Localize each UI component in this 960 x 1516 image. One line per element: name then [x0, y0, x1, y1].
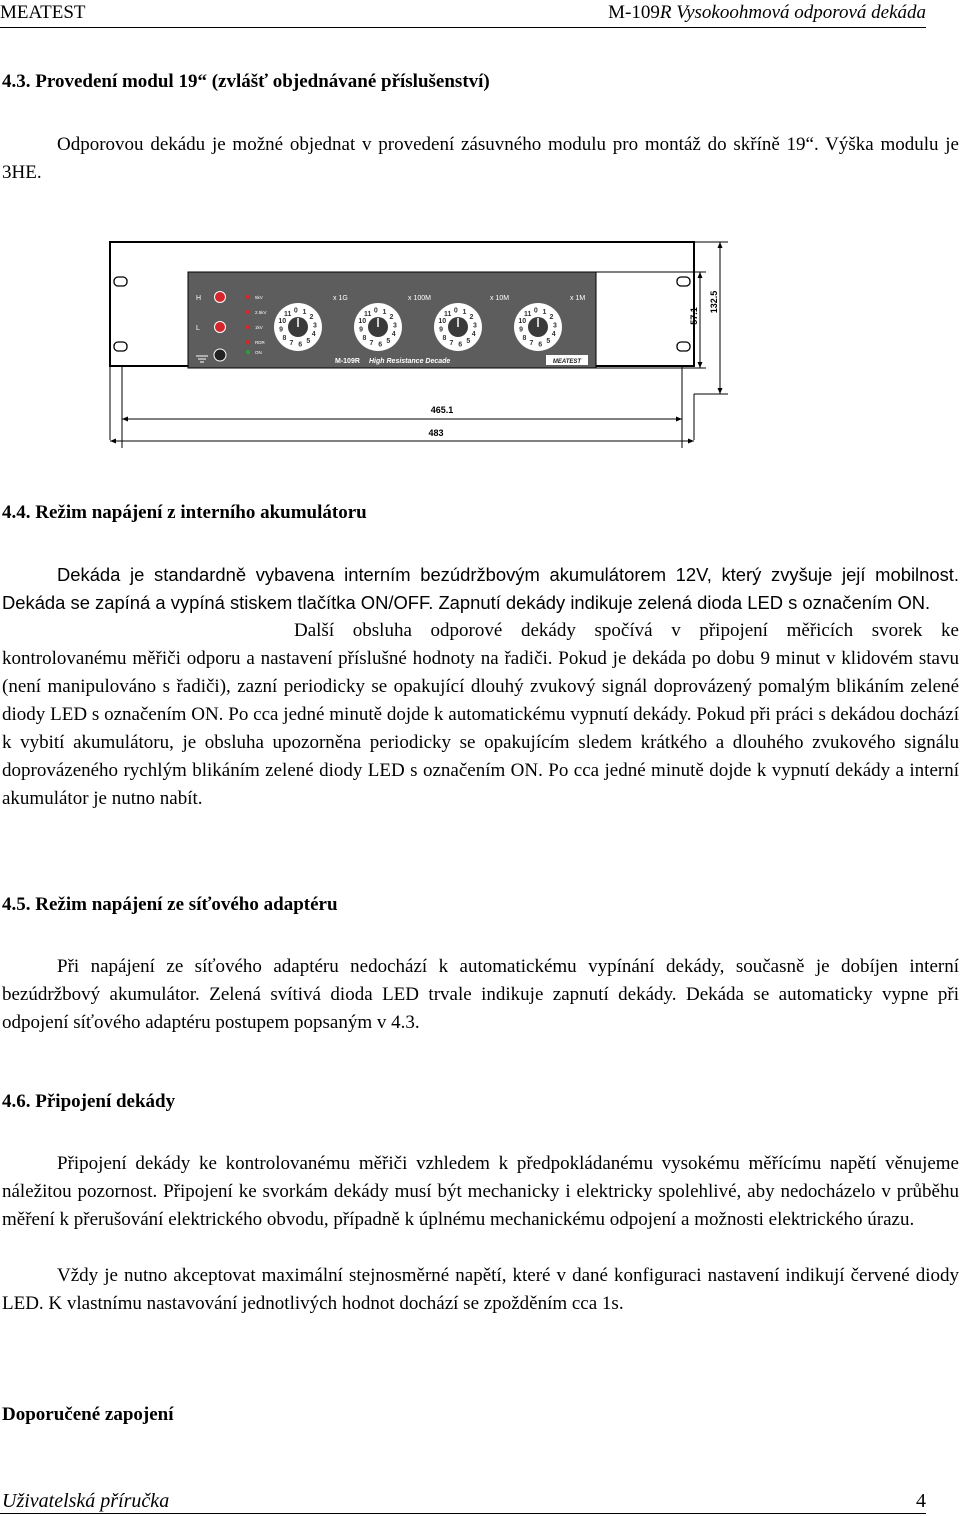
dim-width-lines [110, 366, 694, 448]
header-rule [0, 27, 926, 28]
header-company: MEATEST [0, 2, 86, 23]
model-description: High Resistance Decade [369, 358, 451, 365]
dial-digit: 8 [522, 334, 527, 342]
dial-digit: 1 [382, 308, 387, 316]
dial-digit: 7 [529, 340, 534, 348]
model-number: M-109R [335, 358, 360, 365]
dial-digit: 11 [283, 311, 292, 318]
dial-digit: 6 [538, 341, 543, 349]
dial-digit: 0 [293, 307, 298, 315]
para-4-4-a: Dekáda je standardně vybavena interním bezúdržbovým akumulátorem 12V, který zvyšuje její mobilnost. Dekáda se zapíná a vypíná stiskem tlačítka ON/OFF. Zapnutí dekády indikuje zelená dioda LED s označením ON. [2, 564, 959, 613]
led-1kv [246, 325, 250, 329]
dial-digit: 4 [311, 331, 316, 338]
dial-digit: 8 [362, 334, 367, 342]
dial-digit: 5 [546, 338, 551, 345]
dial-digit: 7 [369, 340, 374, 348]
led-label-on: ON [255, 350, 262, 355]
led-label-1kv: 1kV [255, 325, 263, 330]
dim-height-outer: 132.5 [709, 290, 719, 314]
footer-rule [0, 1513, 926, 1514]
decade-dial [514, 303, 562, 351]
dial-digit: 8 [282, 334, 287, 342]
dial-digit: 4 [471, 331, 476, 338]
led-rdr [246, 340, 250, 344]
decade-dial [354, 303, 402, 351]
para-4-4-b [2, 617, 959, 813]
dial-digit: 11 [363, 311, 372, 318]
heading-4-6: 4.6. Připojení dekády [2, 1091, 176, 1112]
dial-digit: 2 [469, 314, 474, 322]
dim-width-inner: 465.1 [430, 405, 454, 415]
dial-digit: 10 [518, 318, 527, 325]
footer-page-number: 4 [916, 1490, 926, 1512]
para-4-6-a: Připojení dekády ke kontrolovanému měřiči vzhledem k předpokládanému vysokému měřícímu napětí věnujeme náležitou pozornost. Připojení ke svorkám dekády musí být mechanicky i elektricky spolehlivé, aby nedocházelo v průběhu měření k přerušování elektrického obvodu, případně k úplnému mechanickému odpojení a možnosti elektrického úrazu. [2, 1153, 959, 1230]
dial-digit: 10 [358, 318, 367, 325]
dial-digit: 9 [519, 326, 524, 334]
led-label-5kv: 5kV [255, 295, 263, 300]
multiplier-label: x 100M [408, 295, 431, 302]
dial-digit: 5 [306, 338, 311, 345]
dial-digit: 4 [391, 331, 396, 338]
dial-digit: 3 [312, 322, 317, 330]
led-2-5kv [246, 310, 250, 314]
heading-4-4: 4.4. Režim napájení z interního akumulátoru [2, 502, 367, 523]
para-4-5: Při napájení ze síťového adaptéru nedochází k automatickému vypínání dekády, současně je dobíjen interní bezúdržbový akumulátor. Zelená svítivá dioda LED trvale indikuje zapnutí dekády. Dekáda se automaticky vypne při odpojení síťového adaptéru postupem popsaným v 4.3. [2, 956, 959, 1033]
dial-digit: 10 [438, 318, 447, 325]
dial-digit: 6 [298, 341, 303, 349]
dial-digit: 2 [309, 314, 314, 322]
dial-digit: 11 [443, 311, 452, 318]
dial-digit: 3 [472, 322, 477, 330]
dial-digit: 5 [386, 338, 391, 345]
dim-height-inner: 57.1 [689, 307, 699, 325]
dial-digit: 5 [466, 338, 471, 345]
dial-digit: 6 [458, 341, 463, 349]
dial-digit: 0 [533, 307, 538, 315]
dim-width-arrows [110, 417, 694, 444]
para-4-3: Odporovou dekádu je možné objednat v provedení zásuvného modulu pro montáž do skříně 19“. Výška modulu je 3HE. [2, 134, 959, 183]
dial-digit: 7 [449, 340, 454, 348]
dim-height-arrows [698, 242, 723, 394]
dial-digit: 9 [439, 326, 444, 334]
decade-dial [274, 303, 322, 351]
footer-manual: Uživatelská příručka [2, 1490, 170, 1512]
dial-digit: 2 [549, 314, 554, 322]
dial-digit: 4 [551, 331, 556, 338]
decade-dial [434, 303, 482, 351]
terminal-label-h: H [196, 295, 202, 302]
para-4-4-b-text: Další obsluha odporové dekády spočívá v připojení měřicích svorek ke kontrolovanému měřiči odporu a nastavení příslušné hodnoty na řadiči. Pokud je dekáda po dobu 9 minut v klidovém stavu (není manipulováno s řadiči), zazní periodicky se opakující dlouhý zvukový signál doprovázený pomalým blikáním zelené diody LED s označením ON. Po cca jedné minutě dojde k automatickému vypnutí dekády. Pokud při práci s dekádou dochází k vybití akumulátoru, je obsluha upozorněna periodicky se opakujícím sledem krátkého a dlouhého zvukového signálu doprovázeného rychlým blikáním zelené diody LED s označením ON. Po cca jedné minutě dojde k vypnutí dekády a interní akumulátor je nutno nabít. [2, 620, 959, 809]
terminal-h [215, 292, 226, 303]
dial-digit: 0 [373, 307, 378, 315]
dial-digit: 3 [392, 322, 397, 330]
para-4-6-b: Vždy je nutno akceptovat maximální stejnosměrné napětí, které v dané konfiguraci nastavení indikují červené diody LED. K vlastnímu nastavování jednotlivých hodnot dochází se zpožděním cca 1s. [2, 1265, 959, 1314]
multiplier-label: x 10M [490, 295, 510, 302]
terminal-l [215, 322, 226, 333]
dial-digit: 3 [552, 322, 557, 330]
module-drawing [0, 236, 960, 466]
dial-digit: 0 [453, 307, 458, 315]
dial-digit: 10 [278, 318, 287, 325]
ground-terminal [214, 349, 226, 361]
heading-recommended: Doporučené zapojení [2, 1404, 174, 1425]
multiplier-label: x 1M [570, 295, 586, 302]
dial-digit: 1 [462, 308, 467, 316]
brand-logo: MEATEST [552, 359, 582, 365]
dim-width-outer: 483 [428, 428, 444, 438]
header-model: M-109 [608, 2, 660, 23]
heading-4-5: 4.5. Režim napájení ze síťového adaptéru [2, 894, 338, 915]
dial-digit: 8 [442, 334, 447, 342]
led-5kv [246, 295, 250, 299]
multiplier-label: x 1G [333, 295, 348, 302]
led-label-2-5kv: 2.5kV [255, 310, 267, 315]
dial-digit: 11 [523, 311, 532, 318]
dial-digit: 9 [359, 326, 364, 334]
header-title [608, 2, 926, 24]
led-on [246, 350, 250, 354]
dial-digit: 2 [389, 314, 394, 322]
led-label-rdr: RDR [255, 340, 265, 345]
dial-digit: 7 [289, 340, 294, 348]
dial-digit: 1 [302, 308, 307, 316]
heading-4-3: 4.3. Provedení modul 19“ (zvlášť objednávané příslušenství) [2, 71, 490, 92]
terminal-label-l: L [196, 325, 200, 332]
header-model-desc: R Vysokoohmová odporová dekáda [659, 2, 926, 23]
dial-digit: 9 [279, 326, 284, 334]
dial-digit: 1 [542, 308, 547, 316]
dial-digit: 6 [378, 341, 383, 349]
